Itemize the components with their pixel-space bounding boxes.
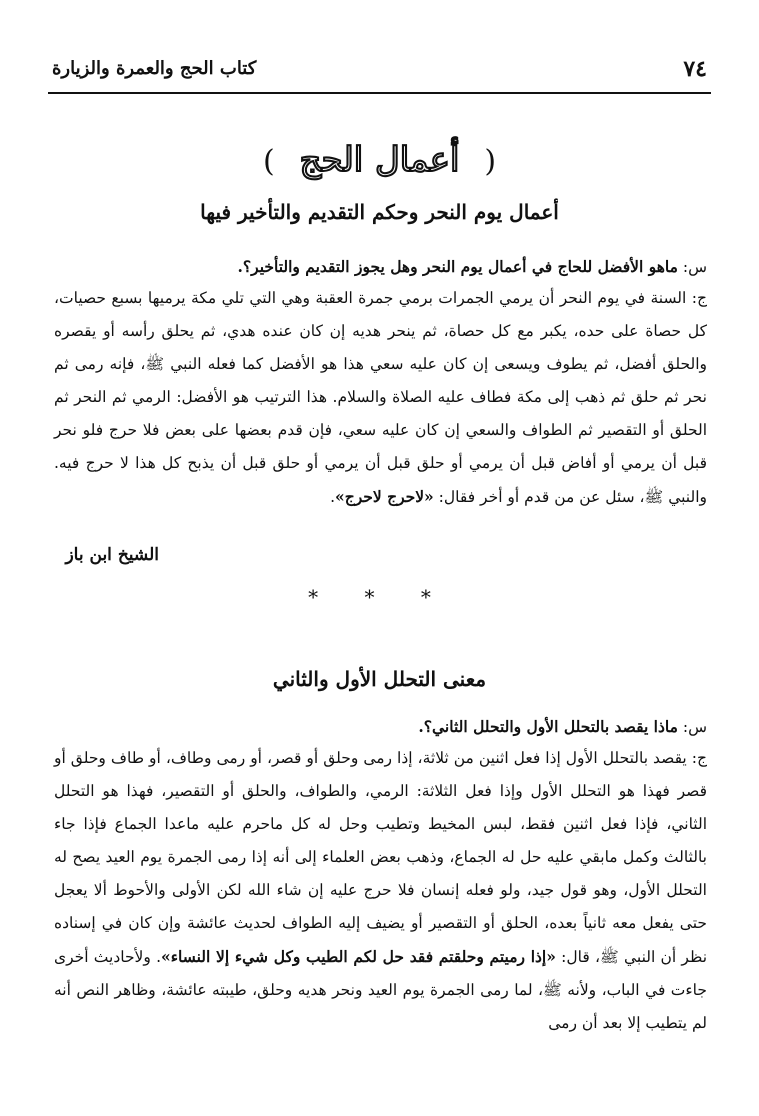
banner-open-paren: ( — [484, 144, 497, 179]
answer-text: السنة في يوم النحر أن يرمي الجمرات برمي جمرة العقبة وهي التي تلي مكة يرميها بسبع حصيات، كل حصاة على حده، يكبر مع كل حصاة، ثم ينحر هديه إن كان عنده هدي، ثم يحلق رأسه أو يقصره والحلق أفضل، ثم يطوف ويسعى إن كان عليه سعي هذا هو الأفضل كما فعله النبي ﷺ، فإنه رمى ثم نحر ثم حلق ثم ذهب إلى مكة فطاف عليه الصلاة والسلام. هذا الترتيب هو الأفضل: الرمي ثم النحر ثم الحلق أو التقصير ثم الطواف والسعي إن كان عليه سعي، فإن قدم بعضها على بعض فلا حرج فلو نحر قبل أن يرمي أو أفاض قبل أن يرمي أو حلق قبل أن يرمي أو حلق قبل أن يذبح كل هذا لا حرج فيه. والنبي ﷺ، سئل عن من قدم أو أخر فقال: — [54, 289, 707, 506]
answer-paragraph — [54, 742, 707, 1040]
answer-paragraph — [54, 282, 707, 514]
header-divider — [48, 92, 711, 94]
section-banner — [0, 140, 759, 180]
author-attribution: الشيخ ابن باز — [65, 545, 159, 565]
answer-ending: . ولأحاديث أخرى جاءت في الباب، ولأنه ﷺ، لما رمى الجمرة يوم العيد ونحر هديه وحلق، طيبته عائشة، وظاهر النص أنه لم يتطيب إلا بعد أن رمى — [54, 948, 707, 1032]
answer-label: ج: — [691, 289, 707, 307]
article-title: أعمال يوم النحر وحكم التقديم والتأخير فيها — [200, 200, 559, 224]
question-text: ماهو الأفضل للحاج في أعمال يوم النحر وهل يجوز التقديم والتأخير؟. — [237, 257, 678, 276]
page-header — [52, 56, 707, 86]
answer-ending: . — [330, 488, 335, 506]
hadith-quote: «إذا رميتم وحلقتم فقد حل لكم الطيب وكل شيء إلا النساء» — [161, 947, 556, 966]
article-title: معنى التحلل الأول والثاني — [272, 667, 487, 691]
answer-label: ج: — [691, 749, 707, 767]
answer-text: يقصد بالتحلل الأول إذا فعل اثنين من ثلاثة، إذا رمى وحلق أو قصر، أو رمى وطاف، أو طاف وحلق أو قصر فهذا هو التحلل الأول وإذا فعل الثلاثة: الرمي، والطواف، والحلق أو التقصير، فهذا هو التحلل الثاني، فإذا فعل اثنين فقط، لبس المخيط وتطيب وحل له كل ماحرم عليه ماعدا الجماع فإذا جاء بالثالث وكمل مابقي عليه حل له الجماع، وذهب بعض العلماء إلى أنه إذا رمى الجمرة يوم العيد يصح له التحلل الأول، وهو قول جيد، ولو فعله إنسان فلا حرج عليه إن شاء الله لكن الأولى والأحوط ألا يعجل حتى يفعل معه ثانياً بعده، الحلق أو التقصير أو يضيف إليه الطواف لحديث عائشة وإن كان في إسناده نظر أن النبي ﷺ، قال: — [54, 749, 708, 966]
book-title: كتاب الحج والعمرة والزيارة — [52, 58, 257, 79]
question-paragraph — [54, 710, 707, 744]
banner-close-paren: ) — [262, 144, 275, 179]
page-number: ٧٤ — [683, 56, 707, 82]
section-title: أعمال الحج — [299, 140, 460, 180]
question-text: ماذا يقصد بالتحلل الأول والتحلل الثاني؟. — [418, 717, 678, 736]
section-separator: * * * — [308, 585, 451, 609]
question-paragraph — [54, 250, 707, 284]
question-label: س: — [682, 258, 707, 276]
hadith-quote: «لاحرج لاحرج» — [335, 487, 434, 506]
question-label: س: — [682, 718, 707, 736]
